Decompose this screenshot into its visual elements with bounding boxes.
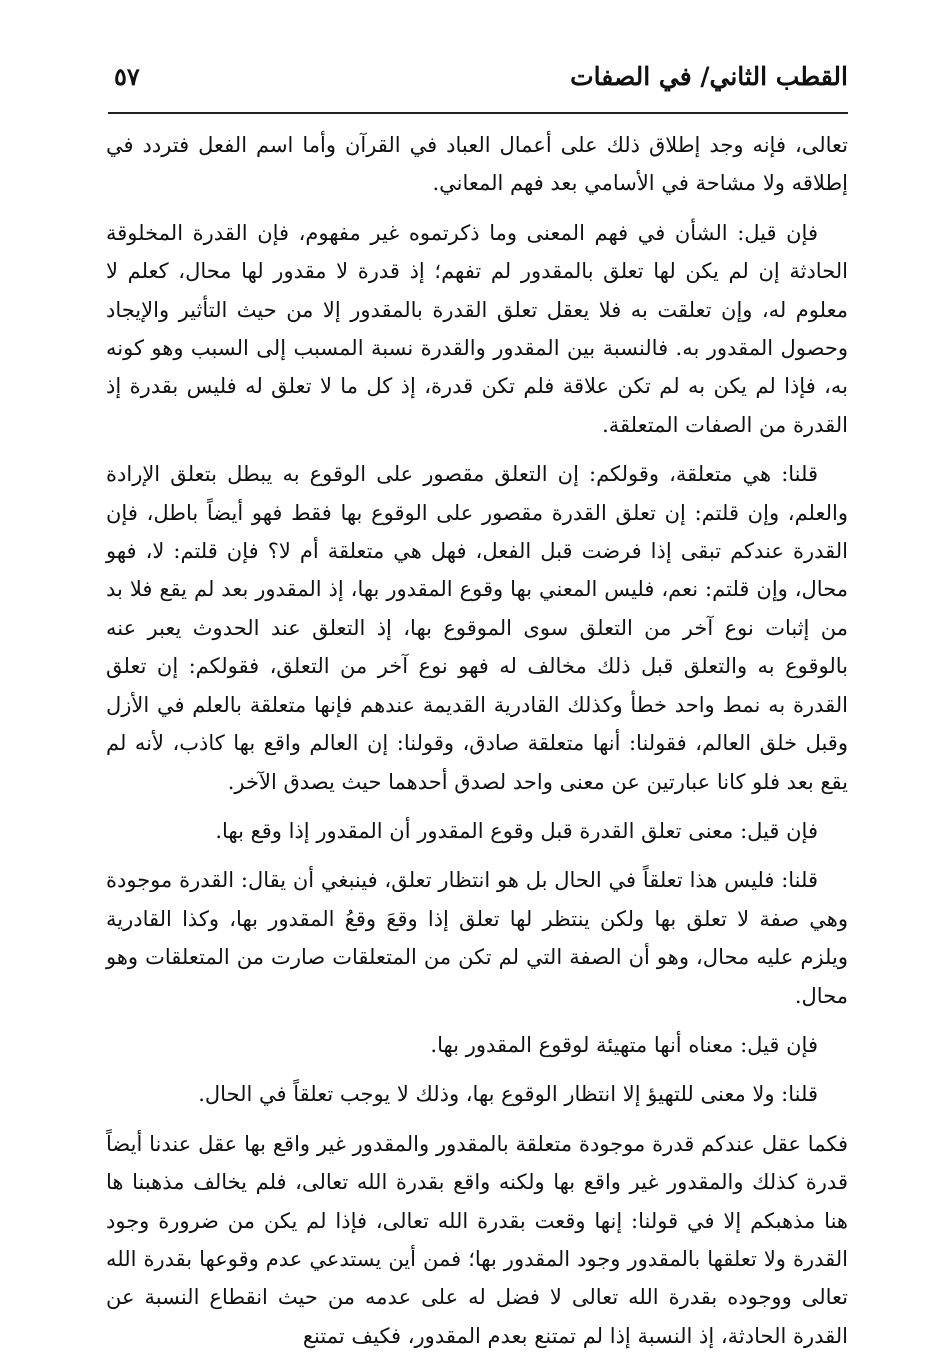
paragraph-continuation: تعالى، فإنه وجد إطلاق ذلك على أعمال العباد في القرآن وأما اسم الفعل فتردد في إطلاقه ولا مشاحة في الأسامي بعد فهم المعاني. — [106, 133, 848, 196]
paragraph-reply: قلنا: هي متعلقة، وقولكم: إن التعلق مقصور على الوقوع به يبطل بتعلق الإرادة والعلم، وإن قلتم: إن تعلق القدرة مقصور على الوقوع بها فقط فهو أيضاً باطل، فإن القدرة عندكم تبقى إذا فرضت قبل الفعل، فهل هي متعلقة أم لا؟ فإن قلتم: لا، فهو محال، وإن قلتم: نعم، فليس المعني بها وقوع المقدور بها، إذ المقدور بعد لم يقع فلا بد من إثبات نوع آخر من التعلق سوى الموقوع بها، إذ التعلق عند الحدوث يعبر عنه بالوقوع به والتعلق قبل ذلك مخالف له فهو نوع آخر من التعلق، فقولكم: إن تعلق القدرة به نمط واحد خطأ وكذلك القادرية القديمة عندهم فإنها متعلقة بالعلم في الأزل وقبل خلق العالم، فقولنا: أنها متعلقة صادق، وقولنا: إن العالم واقع بها كاذب، لأنه لم يقع بعد فلو كانا عبارتين عن معنى واحد لصدق أحدهما حيث يصدق الآخر. — [106, 462, 848, 794]
paragraph-reply: قلنا: ولا معنى للتهيؤ إلا انتظار الوقوع بها، وذلك لا يوجب تعلقاً في الحال. — [198, 1082, 818, 1107]
paragraph-reply: قلنا: فليس هذا تعلقاً في الحال بل هو انتظار تعلق، فينبغي أن يقال: القدرة موجودة وهي صفة لا تعلق بها ولكن ينتظر لها تعلق إذا وقعَ وقعُ المقدور بها، وكذا القادرية ويلزم عليه محال، وهو أن الصفة التي لم تكن من المتعلقات صارت من المتعلقات وهو محال. — [106, 868, 848, 1008]
page-header — [108, 58, 848, 118]
header-rule — [108, 112, 848, 114]
paragraph-objection: فإن قيل: الشأن في فهم المعنى وما ذكرتموه غير مفهوم، فإن القدرة المخلوقة الحادثة إن لم يكن لها تعلق بالمقدور لم تفهم؛ إذ قدرة لا مقدور لها محال، كعلم لا معلوم له، وإن تعلقت به فلا يعقل تعلق القدرة بالمقدور إلا من حيث التأثير والإيجاد وحصول المقدور به. فالنسبة بين المقدور والقدرة نسبة المسبب إلى السبب وهو كونه به، فإذا لم يكن به لم تكن علاقة فلم تكن قدرة، إذ كل ما لا تعلق له فليس بقدرة إذ القدرة من الصفات المتعلقة. — [106, 220, 848, 437]
paragraph-objection: فإن قيل: معنى تعلق القدرة قبل وقوع المقدور أن المقدور إذا وقع بها. — [215, 818, 818, 843]
running-title: القطب الثاني/ في الصفات — [570, 62, 848, 91]
paragraph-objection: فإن قيل: معناه أنها متهيئة لوقوع المقدور بها. — [430, 1032, 818, 1057]
page-number: ٥٧ — [114, 62, 140, 91]
main-text — [106, 126, 848, 1348]
paragraph-argument: فكما عقل عندكم قدرة موجودة متعلقة بالمقدور والمقدور غير واقع بها عقل عندنا أيضاً قدرة كذلك والمقدور غير واقع بها ولكنه واقع بقدرة الله تعالى، فلم يخالف مذهبنا ها هنا مذهبكم إلا في قولنا: إنها وقعت بقدرة الله تعالى، فإذا لم يكن من ضرورة وجود القدرة ولا تعلقها بالمقدور وجود المقدور بها؛ فمن أين يستدعي عدم وقوعها بقدرة الله تعالى ووجوده بقدرة الله تعالى لا فضل له على عدمه من حيث انقطاع النسبة عن القدرة الحادثة، إذ النسبة إذا لم تمتنع بعدم المقدور، فكيف تمتنع — [106, 1131, 848, 1348]
